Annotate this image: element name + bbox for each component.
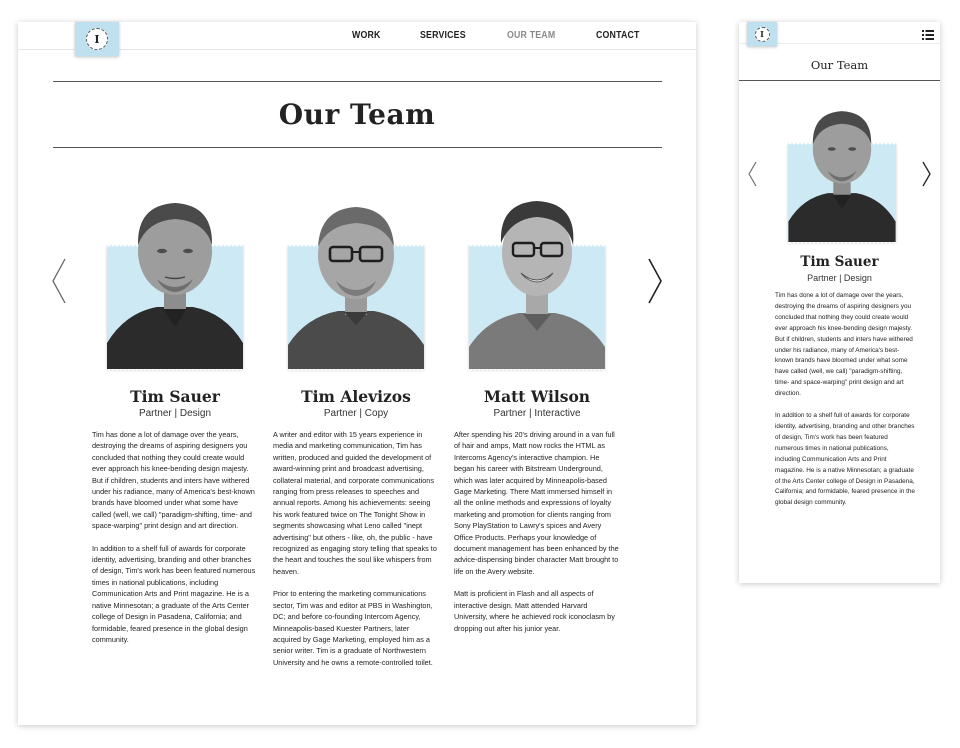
member-photo <box>469 185 605 369</box>
member-name: Tim Alevizos <box>301 387 411 406</box>
bio-paragraph: After spending his 20's driving around in a van full of hair and amps, Matt now rocks the HTML as Intercoms Agency's interactive champion. He began his career with Bitstream Underground, which was later acquired by Minneapolis-based Gage Marketing. There Matt immersed himself in all the online methods and expressions of loyalty marketing and promotion for clients ranging from Sony PlayStation to Lawry's spices and Avery Office Products. Perhaps your knowledge of document management has been enhanced by the advice-dispensing binder character Matt brought to life on the Avery website. <box>454 430 619 576</box>
person-portrait <box>469 185 605 369</box>
page-title: Our Team <box>810 58 869 72</box>
title-rule <box>739 80 940 81</box>
member-name: Matt Wilson <box>483 387 591 406</box>
member-bio <box>452 429 622 634</box>
member-photo <box>288 185 424 369</box>
logo-badge-icon: I <box>86 28 108 50</box>
nav-services[interactable]: SERVICES <box>419 30 466 41</box>
member-role: Partner | Design <box>138 408 212 419</box>
member-role: Partner | Copy <box>323 408 389 419</box>
team-member-card <box>452 185 622 645</box>
member-photo <box>788 97 896 242</box>
member-role: Partner | Design <box>807 273 872 283</box>
bio-paragraph: Prior to entering the marketing communications sector, Tim was and editor at PBS in Washington, DC; and before co-founding Intercom Agency, Minneapolis-based Kuester Partners, later acquired by Gage Marketing, employed him as a senior writer. Tim is a graduate of Northwestern University and he owns a remote-controlled toilet. <box>273 589 433 667</box>
desktop-view <box>18 22 696 725</box>
bio-paragraph: Tim has done a lot of damage over the years, destroying the dreams of aspiring designers you concluded that nothing they could create would ever approach his knee-bending design majesty. But if children, students and inters have withered under his radiance, many of America's best-known brands have bloomed under what some have called (well, we call) "paradigm-shifting, time- and space-warping" print design and art direction. <box>92 430 255 531</box>
bio-paragraph: Tim has done a lot of damage over the years, destroying the dreams of aspiring designers you concluded that nothing they could create would ever approach his knee-bending design majesty. But if children, students and inters have withered under his radiance, many of America's best-known brands have bloomed under what some have called (well, we call) "paradigm-shifting, time- and space-warping" print design and art direction. <box>775 292 913 398</box>
page-title: Our Team <box>278 98 436 131</box>
member-bio <box>90 429 260 645</box>
site-logo[interactable] <box>747 22 777 46</box>
title-rule-bottom <box>53 147 662 148</box>
nav-work[interactable]: WORK <box>352 30 381 41</box>
bio-paragraph: In addition to a shelf full of awards for corporate identity, advertising, branding and other branches of design, Tim's work has been featured numerous times in national publications, including Communication Arts and Print magazine. He is a native Minnesotan; a graduate of the Arts Center college of Design in Pasadena, California; and formidable, feared presence in the global design community. <box>92 543 256 644</box>
member-name: Tim Sauer <box>800 254 879 270</box>
logo-badge-icon: I <box>755 27 770 42</box>
bio-paragraph: A writer and editor with 15 years experience in media and marketing communication, Tim has written, produced and guided the development of award-winning print and broadcast advertising, collateral material, and corporate communications ranging from press releases to speeches and annual reports. Among his achievements: seeing his work featured twice on The Tonight Show in segments showcasing what Leno called "inept advertising" but others - like, oh, the public - have recognized as engaging story telling that speaks to the heart and touches the soul like whispers from heaven. <box>273 430 437 576</box>
menu-list-icon[interactable] <box>922 27 934 45</box>
member-photo <box>107 185 243 369</box>
site-logo[interactable] <box>75 22 119 56</box>
member-bio <box>775 291 915 520</box>
main-nav <box>317 30 646 41</box>
bio-paragraph: In addition to a shelf full of awards for corporate identity, advertising, branding and other branches of design, Tim's work has been featured numerous times in national publications, including Communication Arts and Print magazine. He is a native Minnesotan; a graduate of the Arts Center college of Design in Pasadena, California; and formidable, feared presence in the global design community. <box>775 412 915 507</box>
bio-paragraph: Matt is proficient in Flash and all aspects of interactive design. Matt attended Harvard University, where he achieved rock iconoclasm by dropping out after his junior year. <box>454 589 615 633</box>
team-member-card <box>271 185 441 679</box>
member-bio <box>271 429 441 668</box>
person-portrait <box>107 185 243 369</box>
team-member-card <box>90 185 260 656</box>
member-name: Tim Sauer <box>130 387 220 406</box>
mobile-nav-bar <box>739 22 940 44</box>
person-portrait <box>288 185 424 369</box>
next-arrow-icon[interactable] <box>647 258 663 304</box>
prev-arrow-icon[interactable] <box>748 161 757 187</box>
person-portrait <box>788 97 896 242</box>
title-rule-top <box>53 81 662 82</box>
nav-contact[interactable]: CONTACT <box>596 30 641 41</box>
member-role: Partner | Interactive <box>493 408 581 419</box>
desktop-nav-bar <box>18 22 696 50</box>
nav-our-team[interactable]: OUR TEAM <box>506 30 555 41</box>
mobile-view <box>739 22 940 583</box>
next-arrow-icon[interactable] <box>922 161 931 187</box>
prev-arrow-icon[interactable] <box>51 258 67 304</box>
